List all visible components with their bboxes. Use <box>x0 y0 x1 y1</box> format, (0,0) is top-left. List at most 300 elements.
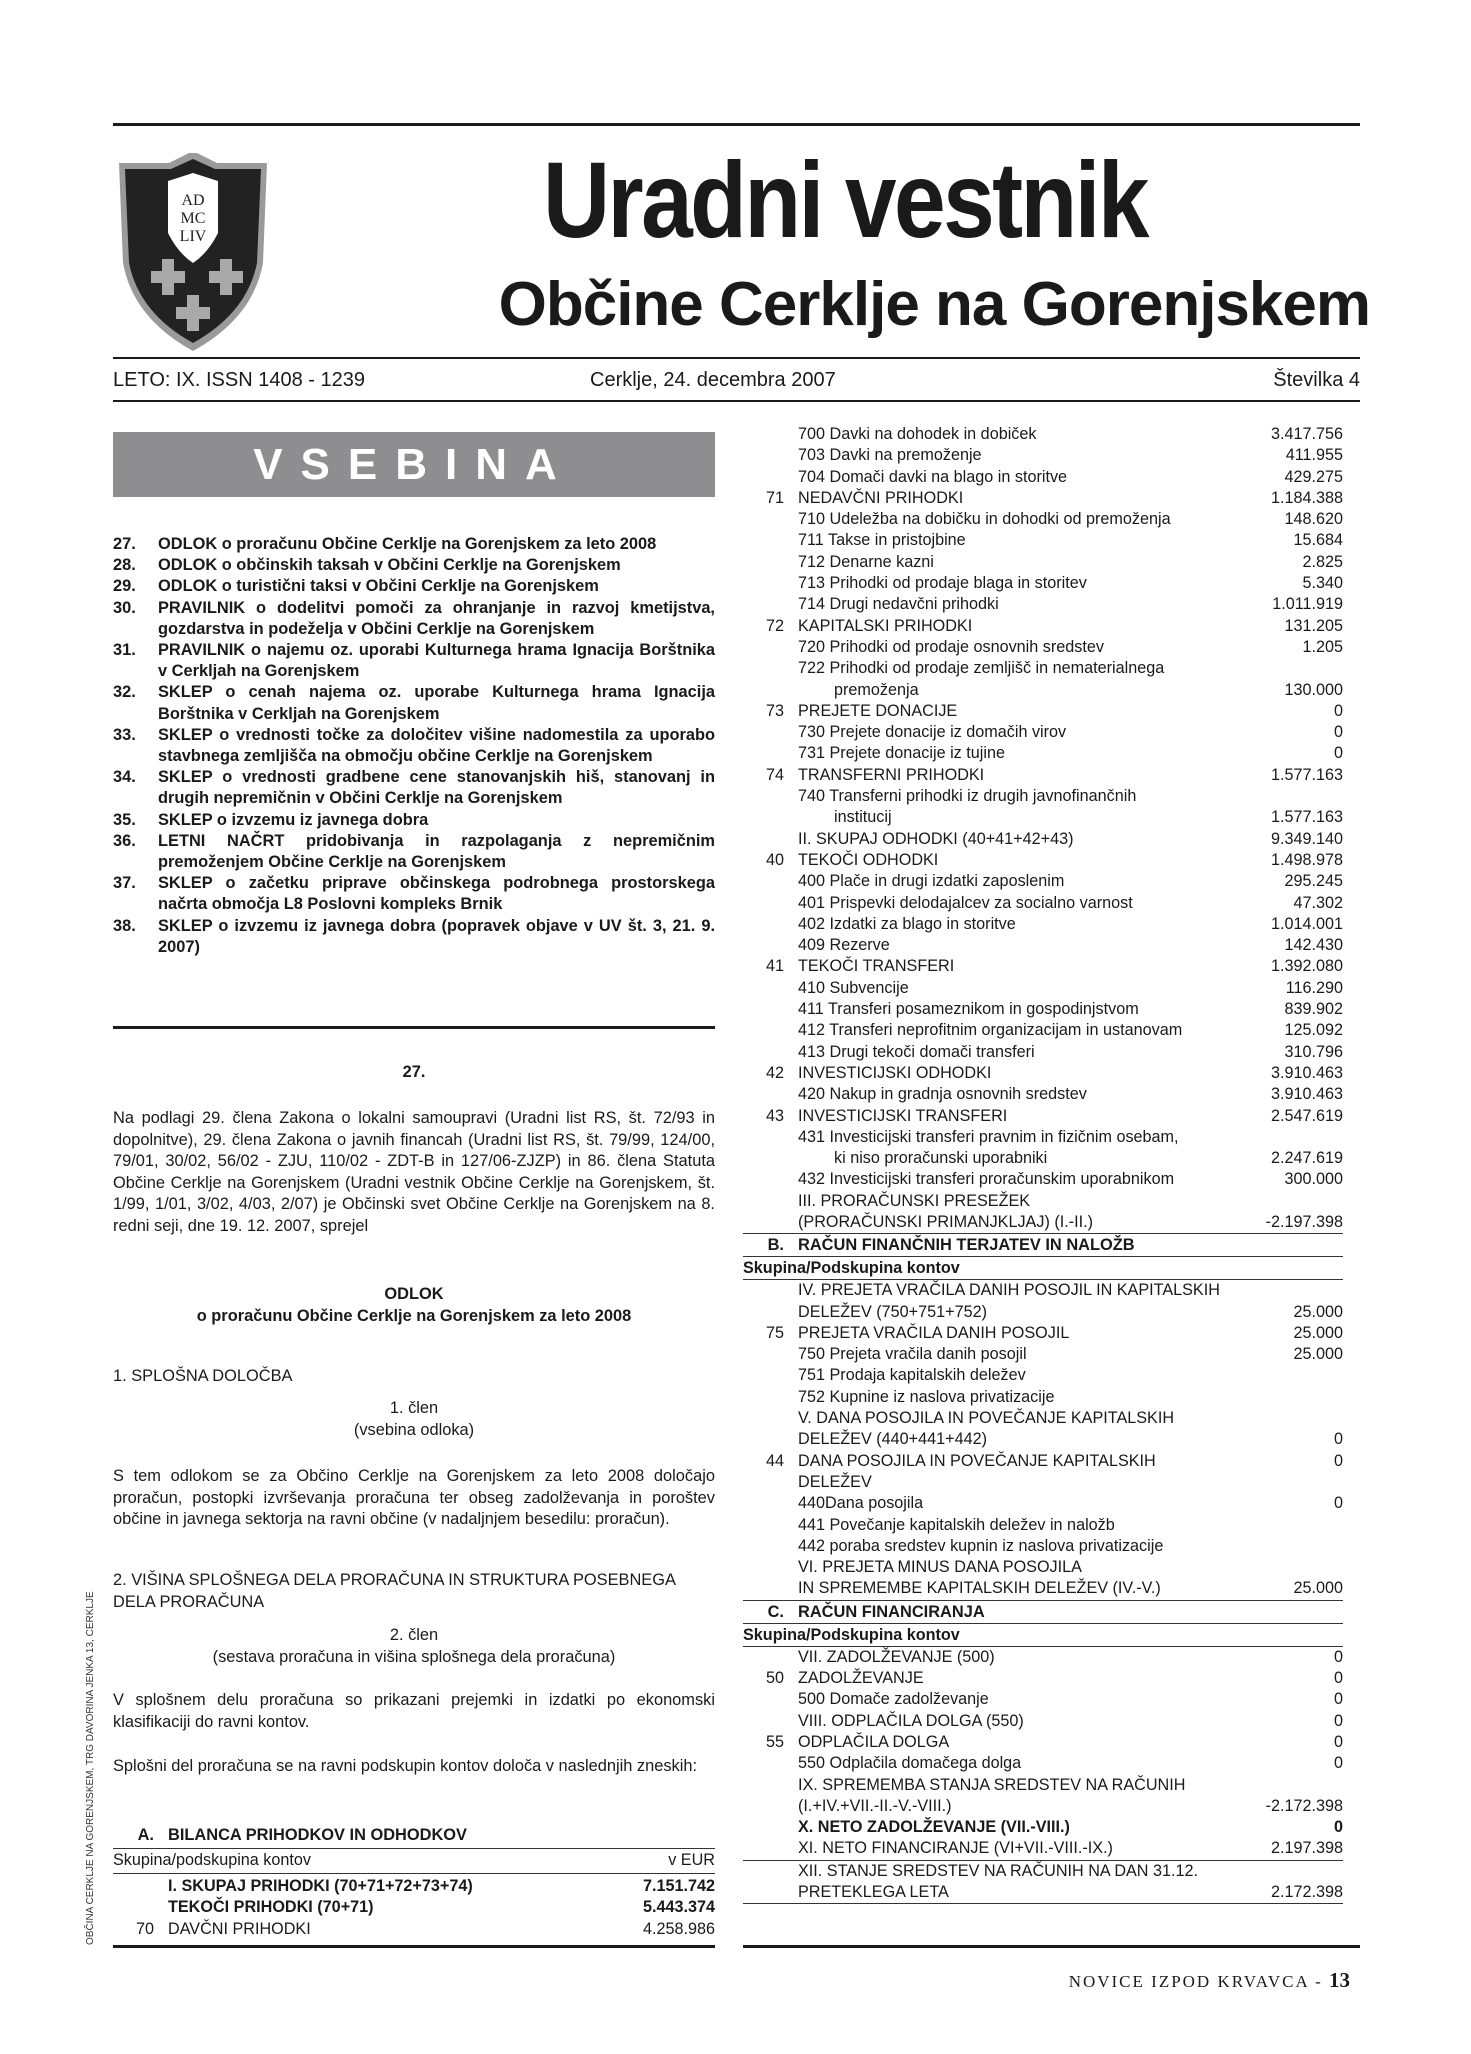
amount-eur: 25.000 <box>1293 1323 1343 1342</box>
amount-eur: 3.910.463 <box>1270 1063 1343 1082</box>
table-row <box>743 552 1343 573</box>
amount-eur: 9.349.140 <box>1270 829 1343 848</box>
toc-item-text: ODLOK o turistični taksi v Občini Cerklje na Gorenjskem <box>158 577 599 596</box>
account-code <box>743 1302 798 1323</box>
toc-item-number: 34. <box>113 768 136 787</box>
table-of-contents <box>113 534 715 958</box>
table-row <box>743 829 1343 850</box>
table-row <box>743 467 1343 488</box>
amount-eur: 47.302 <box>1293 893 1343 912</box>
amount-eur <box>1233 1387 1343 1408</box>
account-label: 751 Prodaja kapitalskih deležev <box>798 1366 1026 1385</box>
table-row <box>743 1323 1343 1344</box>
account-label: INVESTICIJSKI ODHODKI <box>798 1063 992 1082</box>
account-code <box>743 445 798 466</box>
account-code <box>743 1647 798 1668</box>
table-row <box>743 1536 1343 1557</box>
toc-item <box>113 598 715 640</box>
account-label: 700 Davki na dohodek in dobiček <box>798 425 1037 443</box>
account-code: 41 <box>765 957 784 976</box>
toc-item <box>113 831 715 873</box>
toc-item-number: 32. <box>113 683 136 702</box>
account-code <box>743 1861 798 1882</box>
account-code <box>743 743 798 764</box>
table-row <box>743 999 1343 1020</box>
table-c-letter: C. <box>767 1602 784 1621</box>
account-code <box>743 807 798 828</box>
table-c-col-group: Skupina/Podskupina kontov <box>743 1625 960 1644</box>
account-code <box>743 1536 798 1557</box>
account-code: 73 <box>765 701 784 720</box>
account-label: 550 Odplačila domačega dolga <box>798 1754 1022 1773</box>
account-label: INVESTICIJSKI TRANSFERI <box>798 1106 1008 1125</box>
toc-item-text: SKLEP o izvzemu iz javnega dobra <box>158 810 429 829</box>
account-code <box>743 1148 798 1169</box>
account-label: DELEŽEV (750+751+752) <box>798 1302 987 1321</box>
account-label: 750 Prejeta vračila danih posojil <box>798 1345 1027 1364</box>
account-code <box>743 1387 798 1408</box>
account-label: VIII. ODPLAČILA DOLGA (550) <box>798 1711 1024 1730</box>
table-row <box>743 1647 1343 1668</box>
account-label: (I.+IV.+VII.-II.-V.-VIII.) <box>798 1796 952 1815</box>
account-code <box>743 467 798 488</box>
account-label: ODPLAČILA DOLGA <box>798 1732 950 1751</box>
amount-eur <box>1233 1280 1343 1301</box>
side-address <box>84 1545 100 1945</box>
table-b-col-group: Skupina/Podskupina kontov <box>743 1259 960 1278</box>
amount-eur: 0 <box>1333 744 1343 763</box>
account-label: DANA POSOJILA IN POVEČANJE KAPITALSKIH DELEŽEV <box>798 1451 1156 1491</box>
account-label: 713 Prihodki od prodaje blaga in storitev <box>798 574 1087 593</box>
table-row <box>743 1106 1343 1127</box>
clen-2: 2. člen <box>389 1626 439 1644</box>
toc-item-number: 30. <box>113 598 136 617</box>
table-row <box>743 637 1343 658</box>
table-row <box>743 616 1343 637</box>
amount-eur: 0 <box>1333 1451 1343 1470</box>
account-label: 752 Kupnine iz naslova privatizacije <box>798 1387 1055 1406</box>
account-label: ki niso proračunski uporabniki <box>834 1149 1048 1168</box>
toc-item-text: SKLEP o izvzemu iz javnega dobra (popravek objave v UV št. 3, 21. 9. 2007) <box>158 916 715 956</box>
toc-item <box>113 534 715 555</box>
account-label: (PRORAČUNSKI PRIMANJKLJAJ) (I.-II.) <box>798 1212 1093 1231</box>
account-code <box>743 680 798 701</box>
table-row <box>743 722 1343 743</box>
amount-eur: 1.011.919 <box>1272 595 1343 614</box>
amount-eur: 25.000 <box>1293 1302 1343 1321</box>
toc-item-text: PRAVILNIK o najemu oz. uporabi Kulturnega hrama Ignacija Borštnika v Cerkljah na Gorenjskem <box>158 641 715 681</box>
amount-eur: 0 <box>1333 723 1343 742</box>
table-row <box>743 1515 1343 1536</box>
masthead-rule-bottom <box>113 400 1360 402</box>
account-label: premoženja <box>834 680 919 699</box>
account-label: 704 Domači davki na blago in storitve <box>798 467 1068 486</box>
amount-eur: 0 <box>1333 1754 1343 1773</box>
account-label: 402 Izdatki za blago in storitve <box>798 914 1016 933</box>
amount-eur: 0 <box>1333 1430 1343 1449</box>
account-label: XI. NETO FINANCIRANJE (VI+VII.-VIII.-IX.) <box>798 1839 1113 1858</box>
account-code <box>743 1557 798 1578</box>
table-row <box>743 680 1343 701</box>
account-label: III. PRORAČUNSKI PRESEŽEK <box>798 1191 1031 1210</box>
toc-item-text: SKLEP o začetku priprave občinskega podrobnega prostorskega načrta območja L8 Poslovni kompleks Brnik <box>158 874 715 914</box>
coat-of-arms-logo <box>113 153 273 353</box>
table-row <box>743 871 1343 892</box>
clen-2-text-2: Splošni del proračuna se na ravni podskupin kontov določa v naslednjih zneskih: <box>113 1757 698 1775</box>
table-row <box>743 743 1343 764</box>
table-b-header <box>743 1234 1343 1256</box>
account-code: 40 <box>765 850 784 869</box>
table-row <box>743 956 1343 977</box>
amount-eur: 5.443.374 <box>642 1898 715 1917</box>
table-row <box>743 914 1343 935</box>
amount-eur <box>1233 658 1343 679</box>
amount-eur: 3.910.463 <box>1270 1085 1343 1104</box>
page-bottom-rule <box>743 1945 1360 1948</box>
account-label: institucij <box>834 808 892 827</box>
table-row <box>743 893 1343 914</box>
amount-eur: 0 <box>1333 1711 1343 1730</box>
toc-divider <box>113 1026 715 1029</box>
amount-eur: 0 <box>1333 1647 1343 1666</box>
amount-eur: 1.205 <box>1302 637 1343 656</box>
table-row <box>743 935 1343 956</box>
amount-eur: 1.392.080 <box>1270 957 1343 976</box>
amount-eur <box>1233 1515 1343 1536</box>
amount-eur: 1.014.001 <box>1270 914 1343 933</box>
table-row <box>743 1344 1343 1365</box>
amount-eur: 1.577.163 <box>1270 808 1343 827</box>
account-label: II. SKUPAJ ODHODKI (40+41+42+43) <box>798 829 1074 848</box>
account-label: VII. ZADOLŽEVANJE (500) <box>798 1647 995 1666</box>
amount-eur: 839.902 <box>1284 1000 1343 1019</box>
table-row <box>743 1838 1343 1859</box>
account-code <box>743 1838 798 1859</box>
account-code <box>743 1020 798 1041</box>
account-code <box>743 1127 798 1148</box>
account-label: 710 Udeležba na dobičku in dohodki od premoženja <box>798 510 1171 529</box>
side-address-text: OBČINA CERKLJE NA GORENJSKEM, TRG DAVORINA JENKA 13, CERKLJE <box>85 1591 96 1945</box>
table-row <box>743 701 1343 722</box>
table-a-rule-2 <box>113 1873 715 1874</box>
amount-eur: 25.000 <box>1293 1345 1343 1364</box>
account-code <box>743 509 798 530</box>
toc-item <box>113 576 715 597</box>
account-code: 55 <box>765 1732 784 1751</box>
toc-item-number: 27. <box>113 535 136 553</box>
account-code: 74 <box>765 765 784 784</box>
amount-eur: 116.290 <box>1285 978 1343 997</box>
amount-eur: 2.825 <box>1302 552 1343 571</box>
year-issn: LETO: IX. ISSN 1408 - 1239 <box>113 369 365 391</box>
account-code <box>743 722 798 743</box>
account-code <box>743 1882 798 1903</box>
account-code <box>743 1817 798 1838</box>
amount-eur: 2.547.619 <box>1270 1106 1343 1125</box>
toc-heading: VSEBINA <box>113 432 715 497</box>
amount-eur: 2.172.398 <box>1270 1883 1343 1901</box>
masthead-title: Uradni vestnik <box>543 139 1147 260</box>
article-preamble: Na podlagi 29. člena Zakona o lokalni samoupravi (Uradni list RS, št. 72/93 in dopolnitve), 29. člena Zakona o javnih financah (Uradni list RS, št. 79/99, 124/00, 79/01, 30/02, 56/02 - ZJU, 110/02 - ZDT-B in 127/06-ZJZP) in 86. člena Statuta Občine Cerklje na Gorenjskem (Uradni vestnik Občine Cerklje na Gorenjskem, št. 1/99, 1/01, 3/02, 4/03, 2/07) je Občinski svet Občine Cerklje na Gorenjskem na 8. redni seji, dne 19. 12. 2007, sprejel <box>113 1109 715 1235</box>
table-row <box>743 1753 1343 1774</box>
masthead-rule-top <box>113 357 1360 359</box>
table-row <box>743 1212 1343 1233</box>
amount-eur <box>1233 1536 1343 1557</box>
toc-item-number: 35. <box>113 810 136 829</box>
account-code <box>743 978 798 999</box>
table-row <box>113 1897 715 1918</box>
amount-eur: 2.197.398 <box>1270 1839 1343 1858</box>
footer-publication: NOVICE IZPOD KRVAVCA - <box>1068 1972 1323 1991</box>
table-row <box>743 594 1343 615</box>
table-b-title: RAČUN FINANČNIH TERJATEV IN NALOŽB <box>798 1236 1135 1255</box>
logo-text-ad: AD <box>181 192 205 209</box>
account-code <box>743 829 798 850</box>
table-row <box>743 1451 1343 1494</box>
account-label: 731 Prejete donacije iz tujine <box>798 744 1005 763</box>
account-code <box>743 1493 798 1514</box>
amount-eur: 3.417.756 <box>1270 425 1343 443</box>
account-label: 420 Nakup in gradnja osnovnih sredstev <box>798 1085 1087 1104</box>
account-label: V. DANA POSOJILA IN POVEČANJE KAPITALSKIH <box>798 1409 1175 1428</box>
table-row <box>743 1127 1343 1148</box>
odlok-title: ODLOK <box>384 1285 444 1303</box>
table-row <box>743 1668 1343 1689</box>
account-code <box>113 1876 168 1897</box>
account-code <box>743 594 798 615</box>
odlok-subtitle: o proračunu Občine Cerklje na Gorenjskem za leto 2008 <box>196 1307 632 1325</box>
account-label: TRANSFERNI PRIHODKI <box>798 765 985 784</box>
amount-eur: 1.498.978 <box>1270 850 1343 869</box>
table-row <box>743 1302 1343 1323</box>
account-code <box>743 1753 798 1774</box>
account-code <box>743 1169 798 1190</box>
toc-item-number: 31. <box>113 641 136 660</box>
right-column <box>743 424 1343 1904</box>
toc-item-text: ODLOK o proračunu Občine Cerklje na Gorenjskem za leto 2008 <box>158 535 657 553</box>
account-label: PREJETA VRAČILA DANIH POSOJIL <box>798 1323 1070 1342</box>
table-row <box>743 1365 1343 1386</box>
account-code: 72 <box>765 616 784 635</box>
account-label: XII. STANJE SREDSTEV NA RAČUNIH NA DAN 31.12. <box>798 1861 1198 1880</box>
toc-item-text: SKLEP o vrednosti gradbene cene stanovanjskih hiš, stanovanj in drugih nepremičnin v Občini Cerklje na Gorenjskem <box>158 768 715 808</box>
account-code <box>743 573 798 594</box>
table-row <box>743 1775 1343 1796</box>
account-label: IX. SPREMEMBA STANJA SREDSTEV NA RAČUNIH <box>798 1775 1186 1794</box>
account-label: 441 Povečanje kapitalskih deležev in naložb <box>798 1515 1115 1534</box>
amount-eur: 295.245 <box>1284 872 1343 891</box>
account-label: TEKOČI ODHODKI <box>798 850 939 869</box>
table-row <box>743 1042 1343 1063</box>
table-row <box>743 445 1343 466</box>
amount-eur: -2.197.398 <box>1265 1212 1343 1231</box>
account-label: 411 Transferi posameznikom in gospodinjstvom <box>798 1000 1139 1019</box>
table-row <box>743 1191 1343 1212</box>
table-a-rule-1 <box>113 1848 715 1849</box>
account-code <box>743 893 798 914</box>
account-code <box>743 424 798 445</box>
account-code: 70 <box>135 1919 154 1938</box>
amount-eur: 411.955 <box>1285 446 1343 465</box>
table-row <box>743 1280 1343 1301</box>
amount-eur: 15.684 <box>1293 531 1343 550</box>
table-a-left-rows <box>113 1876 715 1940</box>
amount-eur: 429.275 <box>1284 467 1343 486</box>
section-2-heading: 2. VIŠINA SPLOŠNEGA DELA PRORAČUNA IN STRUKTURA POSEBNEGA DELA PRORAČUNA <box>113 1571 676 1611</box>
clen-2-text-1: V splošnem delu proračuna so prikazani prejemki in izdatki po ekonomski klasifikaciji do ravni kontov. <box>113 1691 715 1731</box>
account-label: 410 Subvencije <box>798 978 909 997</box>
account-label: 442 poraba sredstev kupnin iz naslova privatizacije <box>798 1536 1164 1555</box>
table-row <box>113 1919 715 1940</box>
table-row <box>743 1689 1343 1710</box>
account-code <box>743 658 798 679</box>
table-b-rows <box>743 1280 1343 1599</box>
account-label: 440Dana posojila <box>798 1494 924 1513</box>
article-number: 27. <box>402 1063 426 1081</box>
account-code: 43 <box>765 1106 784 1125</box>
amount-eur: 142.430 <box>1284 936 1343 955</box>
account-label: IV. PREJETA VRAČILA DANIH POSOJIL IN KAPITALSKIH <box>798 1281 1220 1300</box>
account-label: 722 Prihodki od prodaje zemljišč in nematerialnega <box>798 659 1165 678</box>
amount-eur: 7.151.742 <box>642 1877 715 1895</box>
toc-item-number: 37. <box>113 874 136 893</box>
account-code: 75 <box>765 1323 784 1342</box>
clen-1: 1. člen <box>389 1399 439 1417</box>
table-row <box>743 850 1343 871</box>
table-row <box>743 658 1343 679</box>
account-code <box>743 1408 798 1429</box>
section-1-heading: 1. SPLOŠNA DOLOČBA <box>113 1367 293 1385</box>
table-c-end-rule <box>743 1903 1343 1904</box>
amount-eur: 131.205 <box>1284 616 1343 635</box>
table-a-letter: A. <box>137 1826 154 1844</box>
page-footer <box>1030 1968 1350 1994</box>
account-code <box>743 1042 798 1063</box>
table-row <box>743 1148 1343 1169</box>
toc-item <box>113 725 715 767</box>
account-label: 711 Takse in pristojbine <box>798 531 966 550</box>
table-row <box>743 1817 1343 1838</box>
table-c-title: RAČUN FINANCIRANJA <box>798 1602 985 1621</box>
account-code <box>743 1212 798 1233</box>
account-label: 400 Plače in drugi izdatki zaposlenim <box>798 872 1065 891</box>
account-label: 740 Transferni prihodki iz drugih javnofinančnih <box>798 787 1137 806</box>
account-code <box>743 530 798 551</box>
account-code <box>743 914 798 935</box>
account-code <box>743 1775 798 1796</box>
table-row <box>743 807 1343 828</box>
table-c-rows <box>743 1647 1343 1860</box>
account-code <box>743 1084 798 1105</box>
amount-eur: 0 <box>1333 1494 1343 1513</box>
toc-item-text: SKLEP o vrednosti točke za določitev višine nadomestila za uporabo stavbnega zemljišča na območju občine Cerklje na Gorenjskem <box>158 725 715 766</box>
table-row <box>743 1493 1343 1514</box>
account-code <box>743 1578 798 1599</box>
toc-item-text: LETNI NAČRT pridobivanja in razpolaganja z nepremičnim premoženjem Občine Cerklje na Gorenjskem <box>158 831 715 872</box>
account-code <box>743 786 798 807</box>
amount-eur: 0 <box>1333 1818 1343 1837</box>
account-code <box>113 1897 168 1918</box>
table-row <box>743 1732 1343 1753</box>
toc-item <box>113 640 715 682</box>
account-code <box>743 1344 798 1365</box>
amount-eur <box>1233 1557 1343 1578</box>
table-row <box>113 1876 715 1897</box>
account-label: 703 Davki na premoženje <box>798 446 982 465</box>
table-row <box>743 1429 1343 1450</box>
amount-eur: 130.000 <box>1284 680 1343 699</box>
table-row <box>743 424 1343 445</box>
amount-eur <box>1233 1861 1343 1882</box>
account-label: 431 Investicijski transferi pravnim in fizičnim osebam, <box>798 1127 1179 1146</box>
amount-eur: 0 <box>1333 1669 1343 1688</box>
amount-eur: 4.258.986 <box>642 1919 715 1938</box>
col-unit-header: v EUR <box>668 1851 715 1869</box>
table-row <box>743 1408 1343 1429</box>
toc-item-number: 38. <box>113 916 136 935</box>
clen-1-text: S tem odlokom se za Občino Cerklje na Gorenjskem za leto 2008 določajo proračun, postopki izvrševanja proračuna ter obseg zadolževanja in poroštev občine in javnega sektorja na ravni občine (v nadaljnjem besedilu: proračun). <box>113 1467 715 1528</box>
account-code <box>743 1711 798 1732</box>
amount-eur <box>1233 1127 1343 1148</box>
table-row <box>743 530 1343 551</box>
account-label: 720 Prihodki od prodaje osnovnih sredstev <box>798 637 1104 656</box>
account-code <box>743 1429 798 1450</box>
account-label: TEKOČI TRANSFERI <box>798 957 955 976</box>
left-bottom-rule <box>113 1945 715 1948</box>
account-label: NEDAVČNI PRIHODKI <box>798 488 964 507</box>
table-b-letter: B. <box>767 1236 784 1255</box>
table-row <box>743 765 1343 786</box>
account-code <box>743 1280 798 1301</box>
table-a-right-rows <box>743 424 1343 1233</box>
table-row <box>743 1020 1343 1041</box>
table-row <box>743 1578 1343 1599</box>
account-label: ZADOLŽEVANJE <box>798 1669 924 1688</box>
amount-eur: 125.092 <box>1284 1021 1343 1040</box>
account-code: 44 <box>765 1451 784 1470</box>
toc-item-number: 33. <box>113 725 136 744</box>
clen-2-subtitle: (sestava proračuna in višina splošnega dela proračuna) <box>212 1648 616 1666</box>
amount-eur <box>1233 1775 1343 1796</box>
account-label: VI. PREJETA MINUS DANA POSOJILA <box>798 1558 1082 1577</box>
account-label: 409 Rezerve <box>798 936 890 955</box>
account-code <box>743 1689 798 1710</box>
account-label: KAPITALSKI PRIHODKI <box>798 616 973 635</box>
table-row <box>743 786 1343 807</box>
top-rule <box>113 123 1360 126</box>
table-row <box>743 509 1343 530</box>
account-code <box>743 999 798 1020</box>
account-label: 432 Investicijski transferi proračunskim uporabnikom <box>798 1170 1175 1189</box>
table-row <box>743 1084 1343 1105</box>
account-code <box>743 1365 798 1386</box>
amount-eur: 2.247.619 <box>1270 1149 1343 1168</box>
account-label: DAVČNI PRIHODKI <box>168 1919 311 1938</box>
amount-eur: -2.172.398 <box>1265 1796 1343 1815</box>
table-row <box>743 1882 1343 1903</box>
toc-item <box>113 873 715 915</box>
table-row <box>743 488 1343 509</box>
amount-eur: 1.577.163 <box>1270 765 1343 784</box>
amount-eur: 0 <box>1333 1690 1343 1709</box>
table-row <box>743 1169 1343 1190</box>
toc-item <box>113 916 715 958</box>
toc-item-number: 29. <box>113 577 136 596</box>
toc-item-number: 28. <box>113 556 136 575</box>
table-row <box>743 1796 1343 1817</box>
toc-item-text: SKLEP o cenah najema oz. uporabe Kulturnega hrama Ignacija Borštnika v Cerkljah na Gorenjskem <box>158 683 715 723</box>
table-a-header <box>113 1824 715 1846</box>
